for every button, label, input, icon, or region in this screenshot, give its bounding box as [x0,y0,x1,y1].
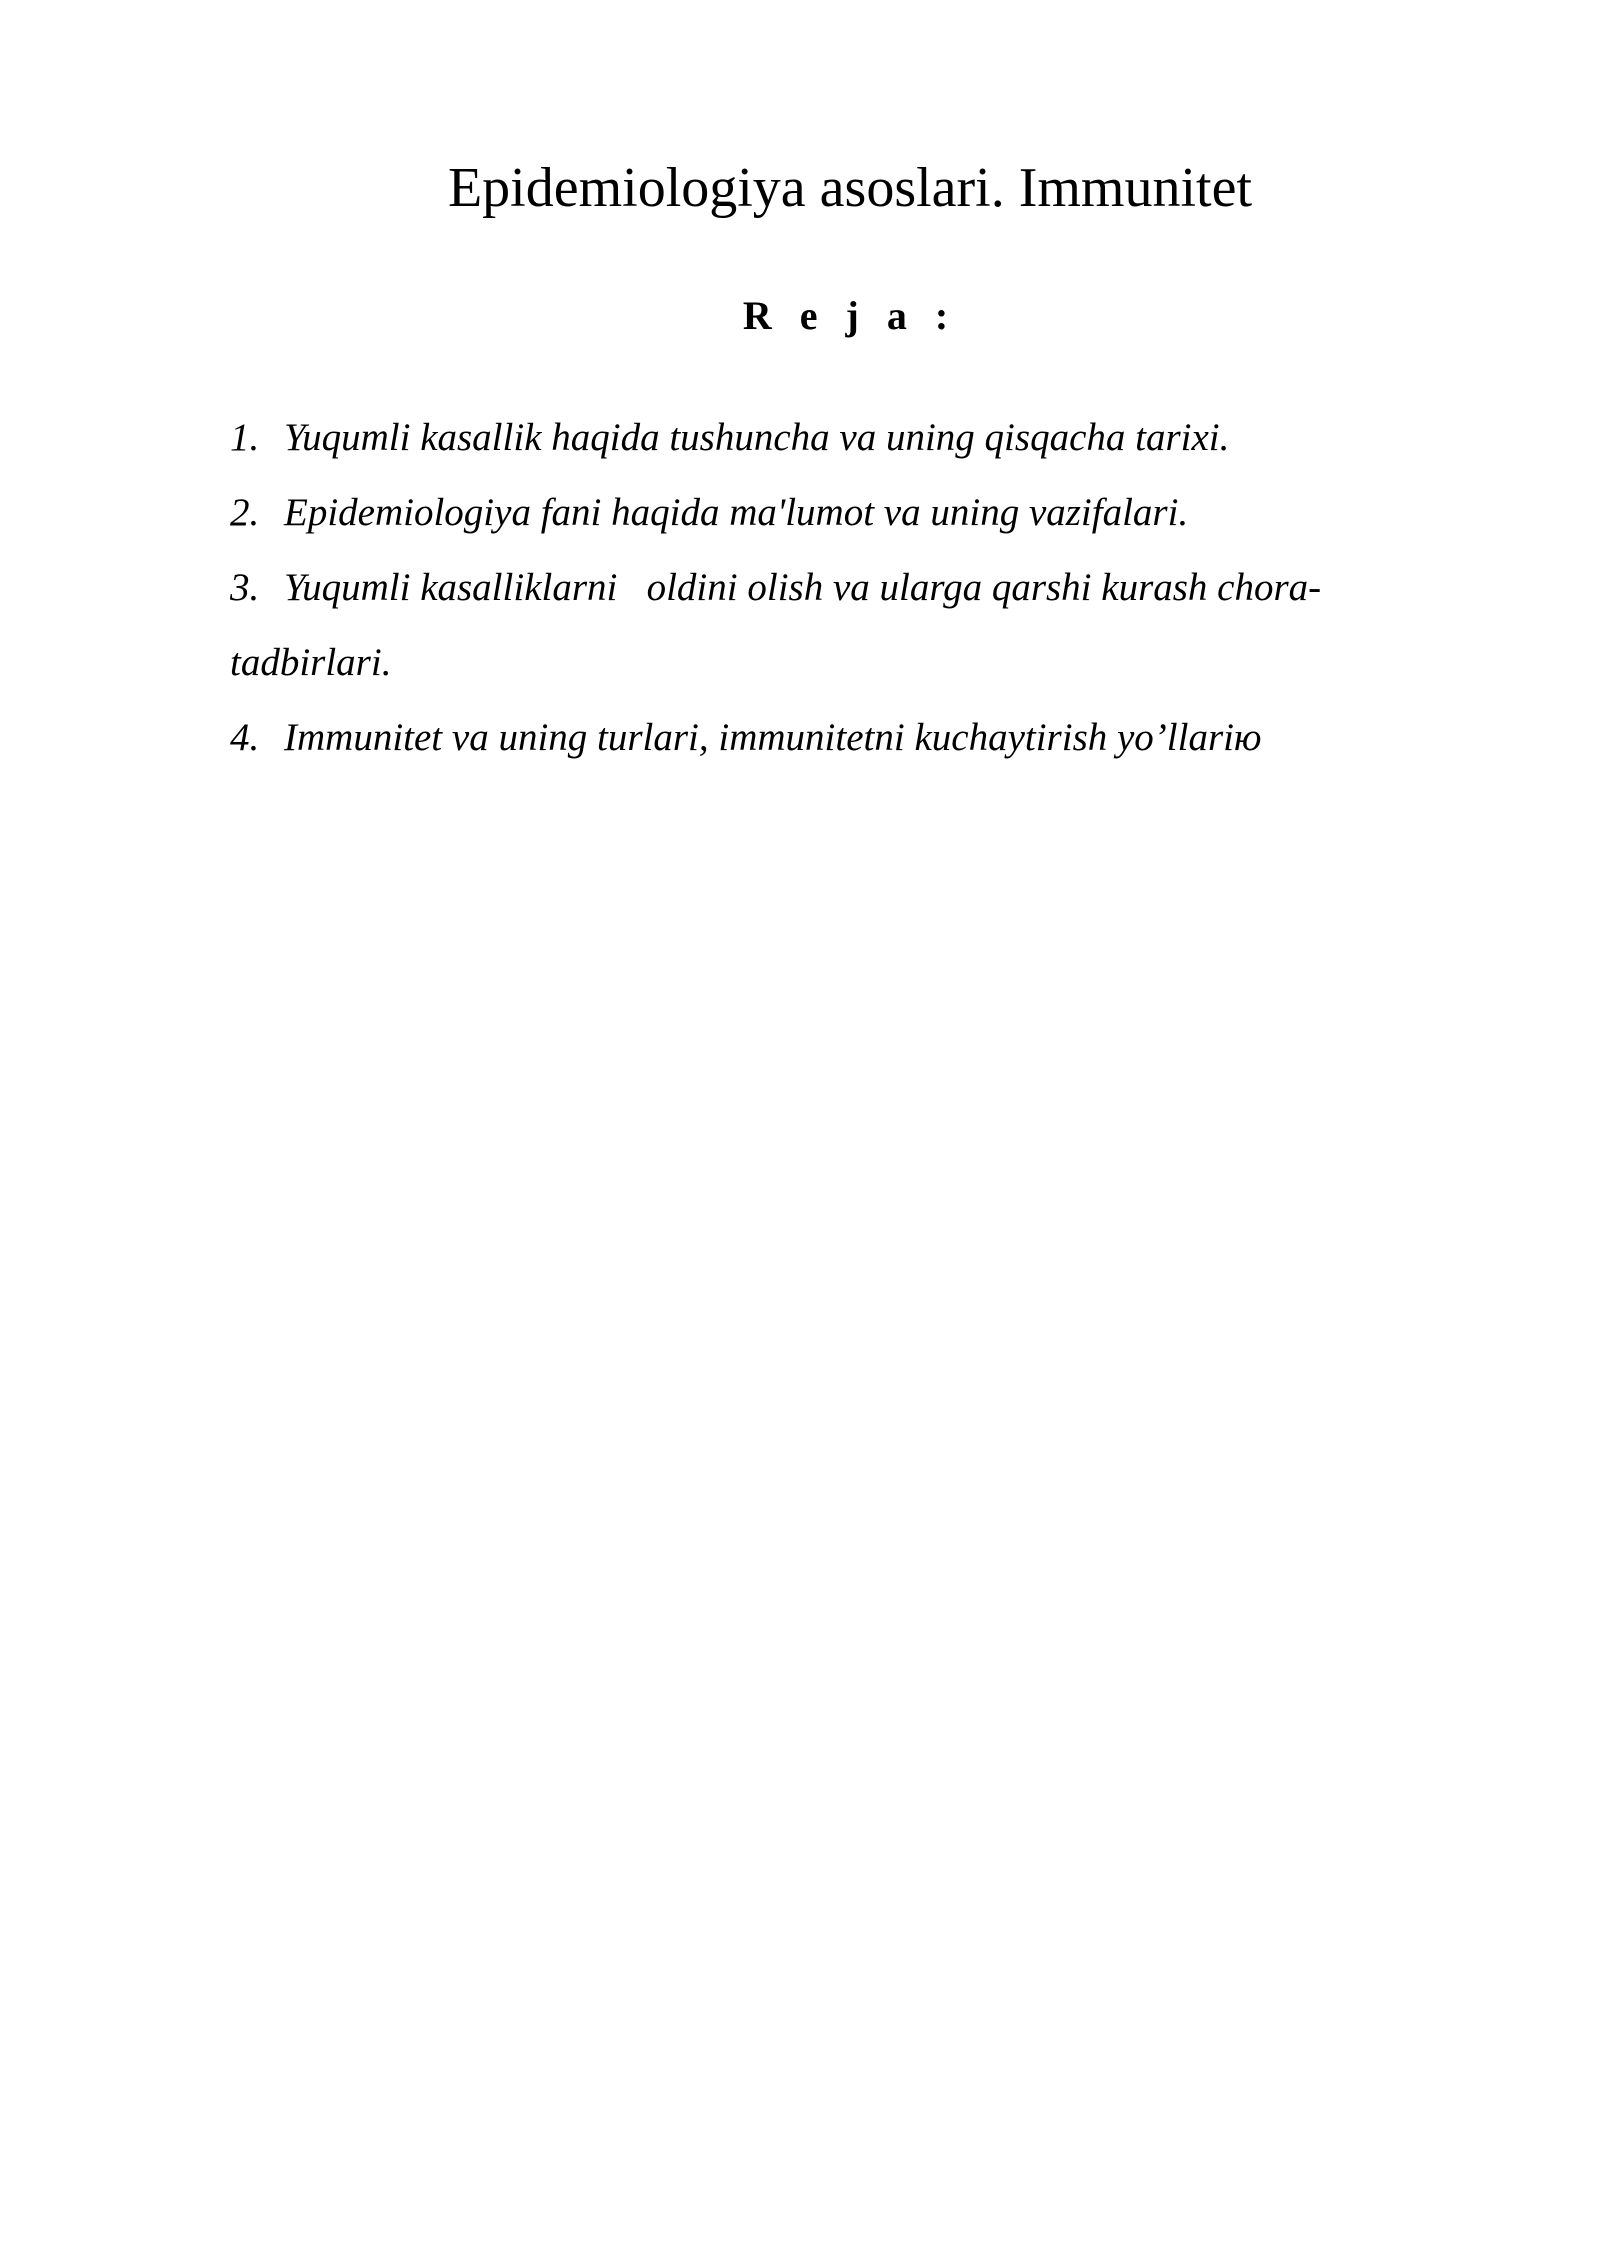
plan-item-text: Epidemiologiya fani haqida ma'lumot va uning vazifalari. [284,491,1189,534]
document-title: Epidemiologiya asoslari. Immunitet [447,157,1253,219]
plan-item-text: Yuqumli kasalliklarni oldini olish va ularga qarshi kurash chora-tadbirlari. [230,566,1322,684]
plan-item-number: 4. [230,716,260,759]
plan-item-number: 3. [230,566,260,609]
plan-item-2 [230,475,1430,550]
plan-item-number: 1. [230,416,260,459]
plan-item-text: Yuqumli kasallik haqida tushuncha va uning qisqacha tarixi. [284,416,1230,459]
plan-item-4 [230,700,1430,775]
plan-heading: R e j a : [742,293,958,338]
plan-item-1 [230,400,1430,475]
plan-list [230,400,1430,775]
plan-item-3 [230,550,1430,700]
plan-item-text: Immunitet va uning turlari, immunitetni kuchaytirish yo’llariю [284,716,1262,759]
plan-item-number: 2. [230,491,260,534]
